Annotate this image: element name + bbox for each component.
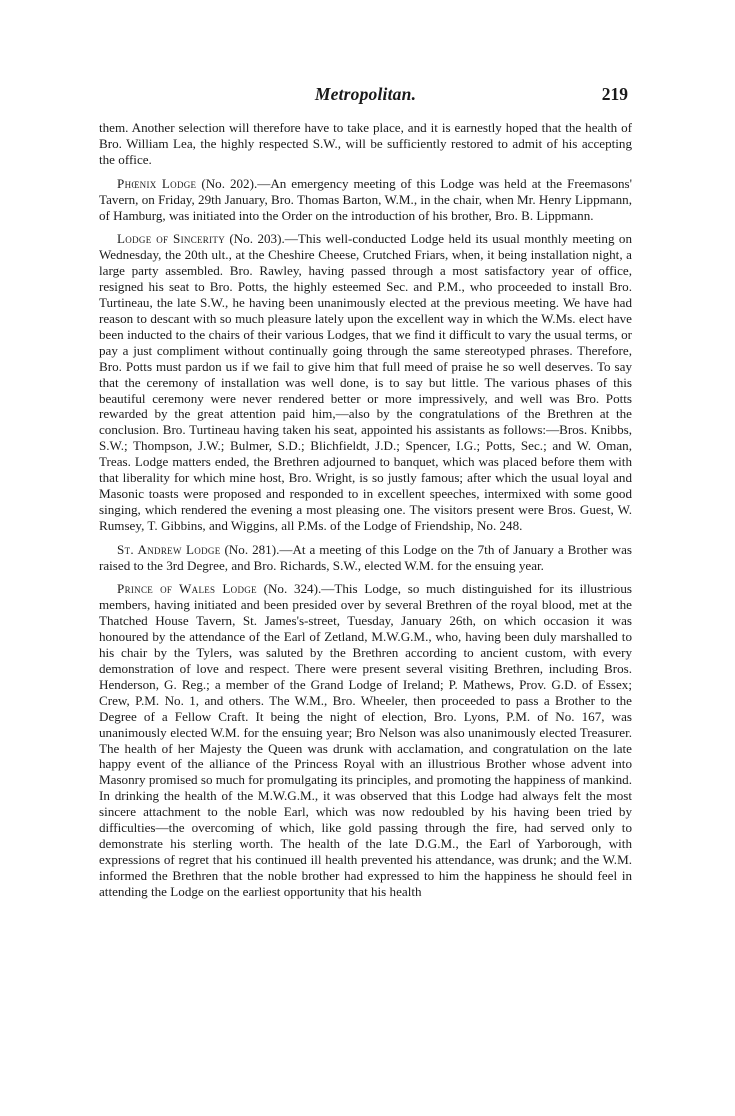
page-number: 219 [601,84,628,104]
paragraph-text: (No. 203).—This well-conducted Lodge held its usual monthly meeting on Wednesday, the 20th ult., at the Cheshire Cheese, Crutched Friars, when, it being installation night, a large party assembled. Bro. Rawley, having passed through a most satisfactory year of office, resigned his seat to Bro. Potts, the highly esteemed Sec. and P.M., who proceeded to install Bro. Turtineau, the late S.W., he having been unanimously elected at the previous meeting. We have had reason to descant with so much pleasure lately upon the excellent way in which the W.Ms. elect have been inducted to the chairs of their various Lodges, that we find it difficult to vary the usual terms, or pay a just compliment without continually going through the same stereotyped phrases. Therefore, Bro. Potts must pardon us if we fail to give him that full meed of praise he so well deserves. To say that the ceremony of installation was well done, is to say but little. The various phases of this beautiful ceremony were never rendered better or more impressively, and well was Bro. Potts rewarded by the great attention paid him,—also by the congratulations of the Brethren at the conclusion. Bro. Turtineau having taken his seat, appointed his assistants as follows:—Bros. Knibbs, S.W.; Thompson, J.W.; Bulmer, S.D.; Blichfieldt, J.D.; Spencer, I.G.; Potts, Sec.; and W. Oman, Treas. Lodge matters ended, the Brethren adjourned to banquet, which was placed before them with that liberality for which mine host, Bro. Wright, is so justly famous; after which the usual loyal and Masonic toasts were proposed and responded to in excellent speeches, intermixed with some good singing, which rendered the evening a most pleasing one. The visitors present were Bros. Guest, W. Rumsey, T. Gibbins, and Wiggins, all P.Ms. of the Lodge of Friendship, No. 248. [99,231,632,533]
lodge-name: St. Andrew Lodge [117,541,221,557]
body-text [99,120,632,900]
running-header [99,84,632,114]
lodge-name: Phœnix Lodge [117,175,197,191]
paragraph-phoenix-lodge [99,176,632,224]
paragraph-text: them. Another selection will therefore have to take place, and it is earnestly hoped that the health of Bro. William Lea, the highly respected S.W., will be sufficiently restored to admit of his accepting the office. [99,120,632,167]
paragraph-prince-of-wales-lodge [99,581,632,899]
book-page [99,84,632,908]
paragraph-lodge-of-sincerity [99,231,632,533]
lodge-name: Prince of Wales Lodge [117,581,257,597]
paragraph-text: (No. 202).—An emergency meeting of this Lodge was held at the Freemasons' Tavern, on Friday, 29th January, Bro. Thomas Barton, W.M., in the chair, when Mr. Henry Lippmann, of Hamburg, was initiated into the Order on the introduction of his brother, Bro. B. Lippmann. [99,175,632,223]
paragraph-text: (No. 324).—This Lodge, so much distinguished for its illustrious members, having initiated and been presided over by several Brethren of the royal blood, met at the Thatched House Tavern, St. James's-street, Tuesday, January 26th, on which occasion it was honoured by the attendance of the Earl of Zetland, M.W.G.M., who, having been duly marshalled to his chair by the Tylers, was saluted by the Brethren according to ancient custom, with every demonstration of love and respect. There were present several visiting Brethren, including Bros. Henderson, G. Reg.; a member of the Grand Lodge of Ireland; P. Mathews, Prov. G.D. of Essex; Crew, P.M. No. 1, and others. The W.M., Bro. Wheeler, then proceeded to pass a Brother to the Degree of a Fellow Craft. It being the night of election, Bro. Lyons, P.M. of No. 167, was unanimously elected W.M. for the ensuing year; Bro Nelson was also unanimously elected Treasurer. The health of her Majesty the Queen was drunk with acclamation, and congratulation on the late happy event of the alliance of the Princess Royal with an illustrious Brother whose advent into Masonry promised so much for promulgating its principles, and promoting the happiness of mankind. In drinking the health of the M.W.G.M., it was observed that this Lodge had always felt the most sincere attachment to the noble Earl, which was now redoubled by his having been tried by difficulties—the overcoming of which, like gold passing through the fire, had served only to demonstrate his sterling worth. The health of the late D.G.M., the Earl of Yarborough, with expressions of regret that his continued ill health prevented his attendance, was drunk; and the W.M. informed the Brethren that the noble brother had expressed to him the happiness he should feel in attending the Lodge on the earliest opportunity that his health [99,581,632,899]
paragraph-st-andrew-lodge [99,542,632,574]
lodge-name: Lodge of Sincerity [117,231,225,247]
paragraph-continuation [99,120,632,168]
running-title: Metropolitan. [314,84,417,104]
paragraph-text: (No. 281).—At a meeting of this Lodge on the 7th of January a Brother was raised to the 3rd Degree, and Bro. Richards, S.W., elected W.M. for the ensuing year. [99,541,632,573]
